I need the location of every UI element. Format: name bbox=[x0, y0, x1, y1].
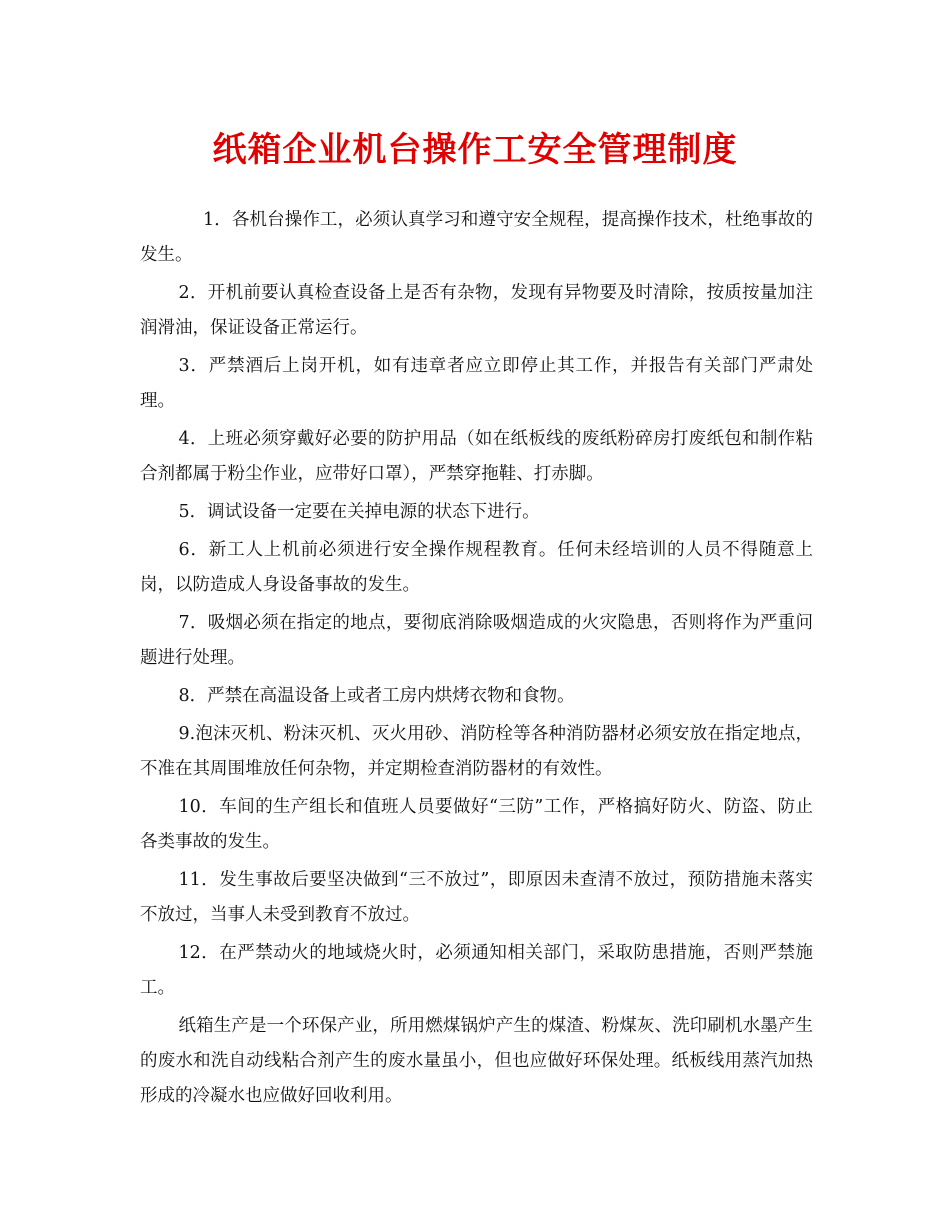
rule-paragraph-12: 12．在严禁动火的地域烧火时，必须通知相关部门，采取防患措施，否则严禁施工。 bbox=[140, 943, 813, 998]
rule-paragraph-3: 3．严禁酒后上岗开机，如有违章者应立即停止其工作，并报告有关部门严肃处理。 bbox=[140, 356, 813, 411]
document-title: 纸箱企业机台操作工安全管理制度 bbox=[212, 130, 738, 170]
rule-paragraph-4: 4．上班必须穿戴好必要的防护用品（如在纸板线的废纸粉碎房打废纸包和制作粘合剂都属于粉尘作业，应带好口罩），严禁穿拖鞋、打赤脚。 bbox=[140, 429, 813, 484]
rule-paragraph-8: 8．严禁在高温设备上或者工房内烘烤衣物和食物。 bbox=[178, 686, 575, 706]
closing-paragraph: 纸箱生产是一个环保产业，所用燃煤锅炉产生的煤渣、粉煤灰、洗印刷机水墨产生的废水和洗自动线粘合剂产生的废水量虽小，但也应做好环保处理。纸板线用蒸汽加热形成的冷凝水也应做好回收利用。 bbox=[140, 1016, 813, 1106]
rule-paragraph-1: 1．各机台操作工，必须认真学习和遵守安全规程，提高操作技术，杜绝事故的发生。 bbox=[140, 210, 813, 265]
rule-paragraph-10: 10．车间的生产组长和值班人员要做好“三防”工作，严格搞好防火、防盗、防止各类事故的发生。 bbox=[140, 797, 813, 852]
rule-paragraph-2: 2．开机前要认真检查设备上是否有杂物，发现有异物要及时清除，按质按量加注润滑油，保证设备正常运行。 bbox=[140, 283, 813, 338]
document-body bbox=[140, 203, 813, 1117]
rule-paragraph-7: 7．吸烟必须在指定的地点，要彻底消除吸烟造成的火灾隐患，否则将作为严重问题进行处理。 bbox=[140, 613, 813, 668]
rule-paragraph-6: 6．新工人上机前必须进行安全操作规程教育。任何未经培训的人员不得随意上岗，以防造成人身设备事故的发生。 bbox=[140, 540, 813, 595]
rule-paragraph-5: 5．调试设备一定要在关掉电源的状态下进行。 bbox=[178, 502, 540, 522]
rule-paragraph-11: 11．发生事故后要坚决做到“三不放过”，即原因未查清不放过，预防措施未落实不放过，当事人未受到教育不放过。 bbox=[140, 870, 813, 925]
rule-paragraph-9: 9.泡沫灭机、粉沫灭机、灭火用砂、消防栓等各种消防器材必须安放在指定地点，不准在其周围堆放任何杂物，并定期检查消防器材的有效性。 bbox=[140, 724, 813, 779]
